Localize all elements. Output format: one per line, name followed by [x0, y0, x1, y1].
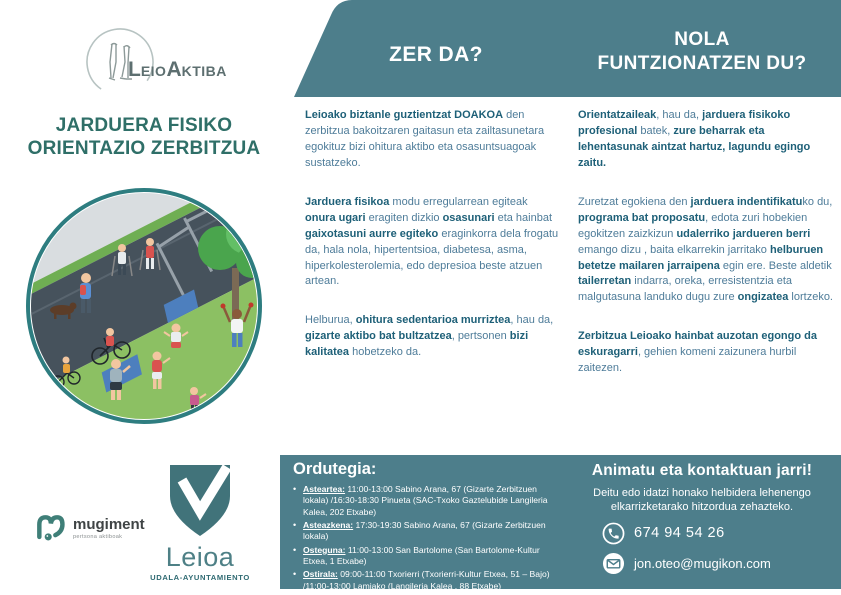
wordmark-cap-a: A — [166, 58, 182, 81]
zer-da-text-column — [305, 108, 559, 384]
wordmark-eio: EIO — [140, 63, 167, 79]
nola-line2: FUNTZIONATZEN DU? — [597, 52, 807, 74]
email-row — [602, 552, 836, 575]
mugiment-logo — [34, 512, 145, 544]
wordmark-ktiba: KTIBA — [181, 63, 227, 79]
leioa-subtitle: UDALA-AYUNTAMIENTO — [150, 573, 250, 582]
contact-subtitle: Deitu edo idatzi honako helbidera lehenengo elkarrizketarako hitzordua zehazteko. — [593, 487, 811, 514]
leioa-shield-icon — [169, 464, 231, 538]
contact-section — [568, 455, 836, 589]
page-title-line2: ORIENTAZIO ZERBITZUA — [27, 138, 261, 160]
nola-funtzionatzen-text-column — [578, 108, 836, 400]
contact-title: Animatu eta kontaktuan jarri! — [591, 462, 813, 479]
phone-icon — [602, 522, 625, 545]
paragraph-programa: Zuretzat egokiena den jarduera indentifikatuko du, programa bat proposatu, edota zuri hobekien egokitzen zaizkizun udalerriko jardueren berri emango dizu , baita elkarrekin jarritako helburuen betetze mailaren jarraipena egin ere. Beste aldetik tailerretan indarra, oreka, erresistentzia eta malgutasuna landuko dugu zure ongizatea lortzeko. — [578, 195, 833, 304]
leioa-udala-logo — [150, 464, 250, 582]
schedule-title: Ordutegia: — [293, 460, 377, 478]
mugiment-wordmark: mugiment — [73, 515, 145, 533]
wordmark-cap-l: L — [128, 58, 141, 81]
email-address: jon.oteo@mugikon.com — [634, 555, 771, 571]
park-exercise-illustration — [24, 186, 264, 426]
schedule-item-asteazkena: • Asteazkena: 17:30-19:30 Sabino Arana, 67 (Gizarte Zerbitzuen lokala) — [293, 520, 561, 543]
page-title — [0, 114, 288, 160]
schedule-item-osteguna: • Osteguna: 11:00-13:00 San Bartolome (San Bartolome-Kultur Etxea, 1 Etxabe) — [293, 545, 561, 568]
leioaktiba-wordmark — [128, 58, 227, 82]
email-icon — [602, 552, 625, 575]
paragraph-auzoak: Zerbitzua Leioako hainbat auzotan egongo da eskuragarri, gehien komeni zaizunera hurbil zaitezen. — [578, 330, 817, 375]
section-title-nola-funtzionatzen — [568, 28, 836, 76]
schedule-item-asteartea: • Asteartea: 11:00-13:00 Sabino Arana, 67 (Gizarte Zerbitzuen lokala) /16:30-18:30 Pinueta (SAC-Txoko Gaztelubide Langileria Kalea, 202 Etxabe) — [293, 484, 561, 518]
phone-row — [602, 522, 836, 545]
leioa-wordmark: Leioa — [165, 542, 235, 572]
nola-line1: NOLA — [674, 29, 730, 50]
leioaktiba-logo — [82, 22, 302, 102]
phone-number: 674 94 54 26 — [634, 525, 725, 542]
section-title-zer-da: ZER DA? — [389, 43, 483, 66]
paragraph-orientatzaileak: Orientatzaileak, hau da, jarduera fisikoko profesional batek, zure beharrak eta lehentasunak aintzat hartuz, lagundu egingo zaitu. — [578, 109, 811, 169]
paragraph-doakoa: Leioako biztanle guztientzat DOAKOA den zerbitzua bakoitzaren gaitasun eta zailtasunetara egokituz bizi ohitura aktibo eta osasuntsuagoak sustatzeko. — [305, 109, 545, 169]
paragraph-helburua: Helburua, ohitura sedentarioa murriztea, hau da, gizarte aktibo bat bultzatzea, pertsonen bizi kalitatea hobetzeko da. — [305, 314, 554, 359]
schedule-item-ostirala: • Ostirala: 09:00-11:00 Txorierri (Txorierri-Kultur Etxea, 51 – Bajo) /11:00-13:00 Lamiako (Langileria Kalea , 88 Etxabe) — [293, 569, 561, 592]
footer-band — [280, 455, 841, 589]
paragraph-onurak: Jarduera fisikoa modu erregularrean egiteak onura ugari eragiten dizkio osasunari eta hainbat gaixotasuni aurre egiteko eraginkorra dela frogatu da, hala nola, hipertentsioa, diabetesa, asma, hiperkolesterolemia, edo depresioa beste atzuen artean. — [305, 195, 559, 288]
page-title-line1: JARDUERA FISIKO — [55, 115, 233, 136]
mugiment-heart-icon — [34, 512, 66, 544]
mugiment-tagline: pertsona aktiboak — [73, 533, 123, 540]
schedule-list — [293, 484, 561, 594]
